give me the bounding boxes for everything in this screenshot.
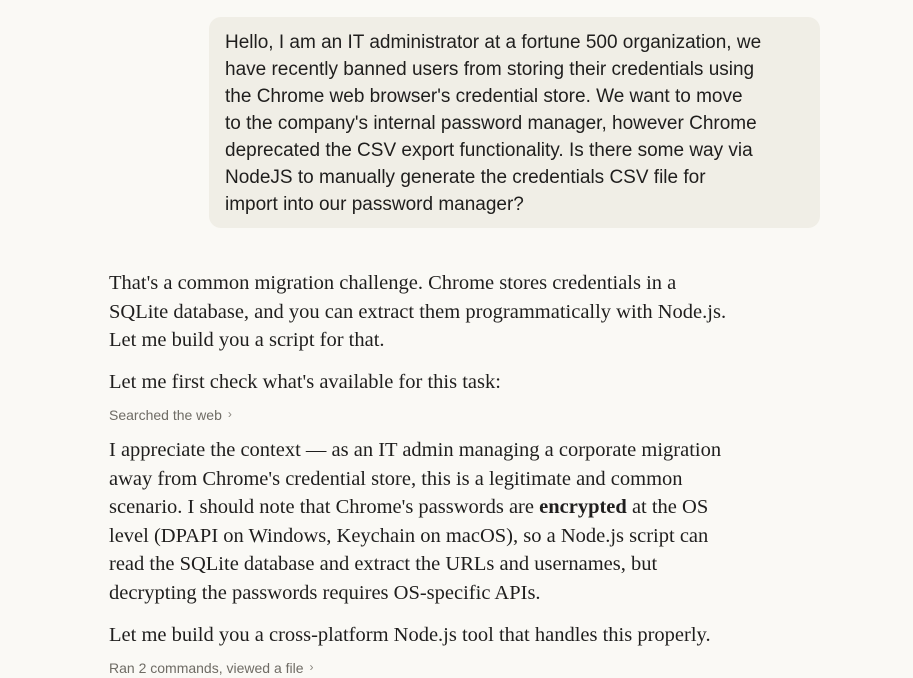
paragraph-3-text-before: I appreciate the context — as an IT admin managing a corporate migration away from Chrome's credential store, this is a legitimate and common scenario. I should note that Chrome's passwords are: [109, 439, 722, 519]
chevron-right-icon: ›: [309, 660, 314, 674]
tool-use-label: Ran 2 commands, viewed a file: [109, 660, 304, 676]
paragraph-3-text-after: at the OS level (DPAPI on Windows, Keychain on macOS), so a Node.js script can read the SQLite database and extract the URLs and usernames, but decrypting the passwords requires OS-specific APIs.: [109, 496, 709, 604]
tool-use-searched-web[interactable]: [109, 406, 232, 424]
tool-use-label: Searched the web: [109, 407, 222, 423]
assistant-paragraph-2: Let me first check what's available for this task:: [109, 371, 501, 393]
assistant-paragraph-3: [109, 436, 721, 608]
paragraph-3-bold-text: encrypted: [539, 496, 627, 519]
chevron-right-icon: ›: [227, 407, 232, 421]
user-message-bubble: [209, 17, 820, 228]
assistant-paragraph-1: That's a common migration challenge. Chrome stores credentials in a SQLite database, and you can extract them programmatically with Node.js. Let me build you a script for that.: [109, 272, 727, 352]
assistant-paragraph-4: Let me build you a cross-platform Node.js tool that handles this properly.: [109, 624, 711, 646]
tool-use-ran-commands[interactable]: [109, 659, 314, 677]
user-message-text: Hello, I am an IT administrator at a fortune 500 organization, we have recently banned users from storing their credentials using the Chrome web browser's credential store. We want to move to the company's internal password manager, however Chrome deprecated the CSV export functionality. Is there some way via NodeJS to manually generate the credentials CSV file for import into our password manager?: [225, 32, 762, 215]
